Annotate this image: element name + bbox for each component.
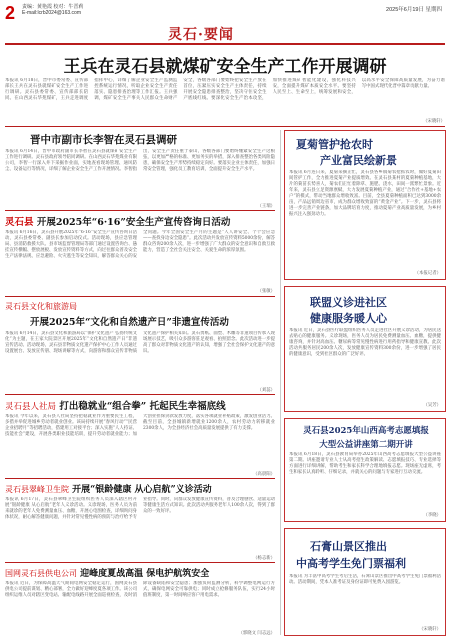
art2-body: 本报讯 6月14日，晋中市政府副市长李智在灵石县就煤矿安全生产工作进行调研。灵石县政府领导陪同调研。在山西灵石华苑煤业有限公司，李智一行深入井下采掘作业面，实地查看现场管理、通风防尘、设备运行等情况，详细了解企业安全生产工作开展情况。李智指出，安全生产责任重于泰山，各级各部门要始终绷紧安全生产这根弦，以更加严格的标准、更加务实的举措，深入排查整治各类风险隐患，确保安全生产形势持续稳定向好。要落实企业主体责任，加强日常安全管理，强化员工教育培训，全面提升安全生产水平。 <box>5 149 275 172</box>
art6-credit: （杨志新） <box>253 556 275 561</box>
issue-date: 2025年6月19日 星期四 <box>386 7 442 13</box>
lead-headline: 王兵在灵石县就煤矿安全生产工作开展调研 <box>63 57 387 77</box>
art4-headline: 开展2025年“文化和自然遗产日”非遗宣传活动 <box>30 317 229 328</box>
art7-headline-line <box>5 566 275 579</box>
art2-headline: 晋中市副市长李智在灵石县调研 <box>30 134 177 146</box>
art5-credit: （高晨阳） <box>253 472 275 477</box>
right1-credit: （本报记者） <box>414 271 441 276</box>
right3-headline-2: 大型公益讲座第二期开讲 <box>319 440 413 450</box>
right4-headline-1: 石膏山景区推出 <box>310 540 387 553</box>
art4-rule <box>5 394 275 395</box>
art7-body: 本报讯 近日，为保障高温天气期间电网安全稳定运行，国网灵石县供电公司提前谋划、精心部署，全力做好迎峰度夏各项工作。该公司组织运维人员对辖区变电站、输配电线路开展全面巡视检查，及时消除设备缺陷和安全隐患；加强负荷监测分析，科学调整电网运行方式，确保电网安全可靠供电；同时成立抢修服务队伍，实行24小时值班制度，第一时间响应客户用电需求。 <box>5 581 275 598</box>
right4-body: 本报讯 为丰富中高考学生考后生活，石膏山景区推出中高考学生免门票福利活动。活动期间，凭本人准考证及身份证即可免费入园游览。 <box>289 574 441 585</box>
art5-headline: 打出稳就业“组合拳” 托起民生幸福底线 <box>59 401 226 412</box>
art3-credit: （张敏） <box>257 289 275 294</box>
editor-info <box>22 4 83 16</box>
art6-body: 本报讯 6月17日，灵石县翠峰卫生院组织医务人员深入辖区村开展“银龄健康 从心启航”老年人义诊活动。义诊现场，医务人员为前来就诊的老年人免费测量血压、血糖，开展心电图检查，详细询问身体状况，耐心解答健康问题，并针对常见慢性病的预防与治疗给予专业指导。同时，向群众发放健康宣传资料，普及合理膳食、适量运动等健康生活方式知识。此次活动共服务老年人100余人次，得到了群众的一致好评。 <box>5 497 275 520</box>
right3-credit: （李晓） <box>423 513 441 518</box>
art2-credit: （王瑞） <box>257 204 275 209</box>
page-number: 2 <box>5 3 16 23</box>
header-rule <box>5 43 445 45</box>
lead-credit: （宋晓轩） <box>423 119 445 124</box>
right4-headline-2: 中高考学生免门票福利 <box>296 557 406 570</box>
art4-body: 本报讯 6月14日，灵石县文化和旅游局以“保护文化遗产 弘扬传统文化”为主题，在王家大院景区开展2025年“文化和自然遗产日”非遗宣传活动。活动现场，灵石县非物质文化遗产保护中心工作人员通过设置展台、发放宣传册、现场讲解等方式，向游客和群众宣传非物质文化遗产保护相关知识。灵石剪纸、面塑、木雕等非遗项目传承人现场展示技艺，吸引众多游客驻足观看、拍照留念。此次活动进一步提高了群众对非物质文化遗产的认知，增强了全社会保护文化遗产的意识。 <box>5 331 275 354</box>
art3-body: 本报讯 6月16日，灵石县开展2025年“6·16”安全生产宣传咨询日活动，灵石县委常委、副县长参加启动仪式。活动现场，县应急管理局、县消防救援大队、县市场监督管理局等部门通过设置咨询台、悬挂宣传横幅、摆放展板、发放宣传资料等方式，向过往群众普及安全生产法律法规、应急避险、火灾逃生等安全知识，解答群众关心的安全问题。今年全国安全生产月的主题是“人人讲安全、个个会应急——查找身边安全隐患”。此次活动共发放宣传资料5000余份，解答群众咨询200余人次，进一步增强了广大群众的安全意识和自救互救能力，营造了全社会关注安全、关爱生命的浓厚氛围。 <box>5 230 275 259</box>
art4-credit: （刘蕊） <box>257 388 275 393</box>
art5-headline-line <box>5 398 275 412</box>
lead-rule <box>5 126 445 127</box>
right2-headline-1: 联盟义诊进社区 <box>310 296 387 309</box>
art7-credit: （郭晓文 闫志远） <box>238 631 275 636</box>
art6-headline: 开展“银龄健康 从心启航”义诊活动 <box>72 485 212 495</box>
right3-body: 本报讯 6月18日，灵石县教育局举办2025年山西高考志愿填报大型公益讲座第二期。讲座邀请专业人士从高考招生政策解读、志愿填报技巧、专业选择等方面进行详细讲解，帮助考生和家长科学合理地填报志愿。现场座无虚席，考生和家长认真聆听、仔细记录，并就关心的问题与专家进行互动交流。 <box>289 452 441 475</box>
lead-body: 本报讯 6月18日，晋中市委常委、宣传部部长王兵在灵石县就煤矿安全生产工作进行调研。灵石县委常委、宣传部部长陪同。在山西灵石华苑煤矿，王兵走进调度指挥中心，详细了解企业安全生产监测监控系统运行情况，听取企业安全生产责任落实、隐患排查治理等工作汇报。王兵强调，煤矿安全生产事关人民群众生命财产安全，各级各部门要始终把安全生产放在首位，压紧压实安全生产主体责任，持续开展安全隐患排查整治，坚决守住安全生产底线红线。要深化安全生产治本攻坚，加快推进煤矿智能化建设，强化科技兴安，全面提升煤矿本质安全水平。要坚持人民至上、生命至上，统筹发展和安全，以高水平安全保障高质量发展，为奋力谱写中国式现代化晋中篇章贡献力量。 <box>5 78 445 101</box>
section-title: 灵石·要闻 <box>168 27 234 43</box>
art4-kicker: 灵石县文化和旅游局 <box>5 302 77 311</box>
art3-org: 灵石县 <box>5 217 34 228</box>
art6-kicker: 灵石县翠峰卫生院 <box>5 485 69 494</box>
column-divider <box>280 130 281 635</box>
art3-headline <box>5 214 275 228</box>
right4-credit: （宋晓轩） <box>419 627 441 632</box>
right2-headline-2: 健康服务暖人心 <box>310 312 387 325</box>
right1-headline-2: 产业富民绘新景 <box>320 154 397 167</box>
art6-headline-line <box>5 482 275 495</box>
right3-headline-1: 灵石县2025年山西高考志愿填报 <box>303 426 429 436</box>
art5-kicker: 灵石县人社局 <box>5 402 57 412</box>
art6-rule <box>5 562 275 563</box>
art5-body: 本报讯 今年以来，灵石县人社局坚持把稳就业作为重要民生工程，多措并举促进城乡劳动者就业创业。该局持续开展“春风行动”“民营企业招聘月”等招聘活动，搭建用工对接平台；深入实施“人人持证、技能社会”建设，开展各类职业技能培训，提升劳动者就业能力；加大创业担保贷款发放力度，落实各项就业补贴政策，激发创业活力。截至目前，全县城镇新增就业1200余人，农村劳动力转移就业2300余人，为全县经济社会高质量发展提供了有力支撑。 <box>5 414 275 437</box>
email-line: E-mail:lcrb2024@163.com <box>22 10 81 16</box>
right2-credit: （吴芳） <box>423 403 441 408</box>
art5-rule <box>5 478 275 479</box>
page-header <box>0 0 450 48</box>
right1-headline-1: 夏菊管护抢农时 <box>296 138 373 151</box>
editor-line: 责编：黄艳霞 校对：牛晋莉 <box>22 4 84 10</box>
right2-body: 本报讯 近日，灵石县医疗联盟组织医务人员走进社区开展义诊活动，为居民送去贴心的健康服务。义诊现场，医务人员为居民免费测量血压、血糖，提供健康咨询，并针对高血压、糖尿病等常见慢性病进行用药指导和健康宣教。此次活动共服务居民200余人次，发放健康宣传资料300余份，进一步增强了居民的健康意识，受到社区群众的广泛好评。 <box>289 328 441 357</box>
art3-title: 开展2025年“6·16”安全生产宣传咨询日活动 <box>36 217 231 228</box>
right1-body: 本报讯 6月连日来，夏菊采摘正忙，灵石县各乡镇菊农抢抓农时，做好夏菊田间管护工作，全力推进夏菊产业提质增效。在灵石县某村的夏菊种植基地，大片的菊苗长势喜人，菊农们正忙着除草、施肥、浇水，田间一派繁忙景象。近年来，灵石县立足资源禀赋，大力发展夏菊种植产业，通过“合作社+基地+农户”的模式，带动当地群众增收致富。目前，全县夏菊种植面积已达到3000余亩，产品远销周边省市，成为群众增收致富的“黄金产业”。下一步，灵石县将进一步完善产业链条，加大品牌培育力度，推动夏菊产业高质量发展，为乡村振兴注入强劲动力。 <box>289 170 441 217</box>
art7-kicker: 国网灵石县供电公司 <box>5 569 77 578</box>
art7-headline: 迎峰度夏战高温 保电护航筑安全 <box>80 569 210 579</box>
art2-rule <box>5 210 275 211</box>
art3-rule <box>5 296 275 297</box>
